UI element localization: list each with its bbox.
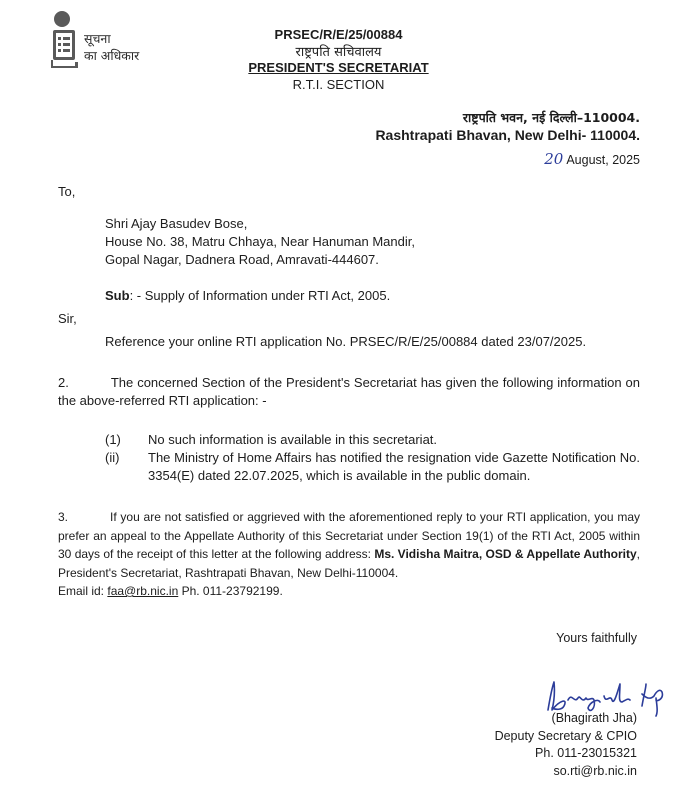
address-hindi: राष्ट्रपति भवन, नई दिल्ली–110004. <box>462 110 640 125</box>
logo-line2: का अधिकार <box>84 48 140 63</box>
list-item-number: (ii) <box>105 450 120 465</box>
reference-paragraph: Reference your online RTI application No. PRSEC/R/E/25/00884 dated 23/07/2025. <box>105 334 587 349</box>
reference-number: PRSEC/R/E/25/00884 <box>274 27 403 42</box>
recipient-address <box>105 215 415 269</box>
list-item <box>105 431 640 449</box>
signatory-name: (Bhagirath Jha) <box>551 711 637 725</box>
address-english: Rashtrapati Bhavan, New Delhi- 110004. <box>375 127 640 143</box>
subject-label: Sub <box>105 288 130 303</box>
recipient-line: House No. 38, Matru Chhaya, Near Hanuman Mandir, <box>105 234 415 249</box>
sign-off: Yours faithfully <box>556 631 637 645</box>
recipient-line: Gopal Nagar, Dadnera Road, Amravati-444607. <box>105 252 379 267</box>
paragraph-2 <box>58 374 640 410</box>
to-label: To, <box>58 184 76 199</box>
page-title: PRESIDENT'S SECRETARIAT <box>248 60 429 75</box>
salutation: Sir, <box>58 311 77 326</box>
paragraph-number: 2. <box>58 375 69 390</box>
paragraph-text: If you are not satisfied or aggrieved with the aforementioned reply to your RTI application, you may prefer an appeal to the Appellate Authority of this Secretariat under Section 19(1) of the RTI Act, 2005 within 30 days of the receipt of this letter at the following address: <box>58 510 640 561</box>
list-item <box>105 449 640 485</box>
paragraph-3 <box>58 508 640 601</box>
appellate-phone: Ph. 011-23792199. <box>178 584 283 598</box>
subject-text: : - Supply of Information under RTI Act, 2005. <box>129 288 391 303</box>
information-list <box>105 431 640 485</box>
email-label: Email id: <box>58 584 108 598</box>
section-name: R.T.I. SECTION <box>292 77 385 92</box>
date-month-year: August, 2025 <box>566 153 640 167</box>
list-item-number: (1) <box>105 432 121 447</box>
recipient-line: Shri Ajay Basudev Bose, <box>105 216 248 231</box>
subject-line <box>105 287 390 305</box>
paragraph-number: 3. <box>58 510 69 524</box>
list-item-text: The Ministry of Home Affairs has notified the resignation vide Gazette Notification No. 3354(E) dated 22.07.2025, which is available in the public domain. <box>148 450 640 483</box>
appellate-email-link[interactable]: faa@rb.nic.in <box>107 584 179 598</box>
signatory-email: so.rti@rb.nic.in <box>553 763 637 778</box>
paragraph-text-continued: , President's Secretariat, Rashtrapati Bhavan, New Delhi-110004. <box>58 547 641 580</box>
appellate-authority: Ms. Vidisha Maitra, OSD & Appellate Authority <box>374 547 637 561</box>
logo-line1: सूचना <box>84 31 111 46</box>
paragraph-text: The concerned Section of the President's Secretariat has given the following information on the above-referred RTI application: - <box>58 375 640 408</box>
signatory-designation: Deputy Secretary & CPIO <box>494 728 637 743</box>
letter-date <box>544 150 640 168</box>
signatory-block <box>495 710 637 780</box>
list-item-text: No such information is available in this secretariat. <box>148 432 438 447</box>
signatory-phone: Ph. 011-23015321 <box>535 746 637 761</box>
date-day-handwritten: 20 <box>544 150 564 168</box>
hindi-title: राष्ट्रपति सचिवालय <box>295 45 382 60</box>
